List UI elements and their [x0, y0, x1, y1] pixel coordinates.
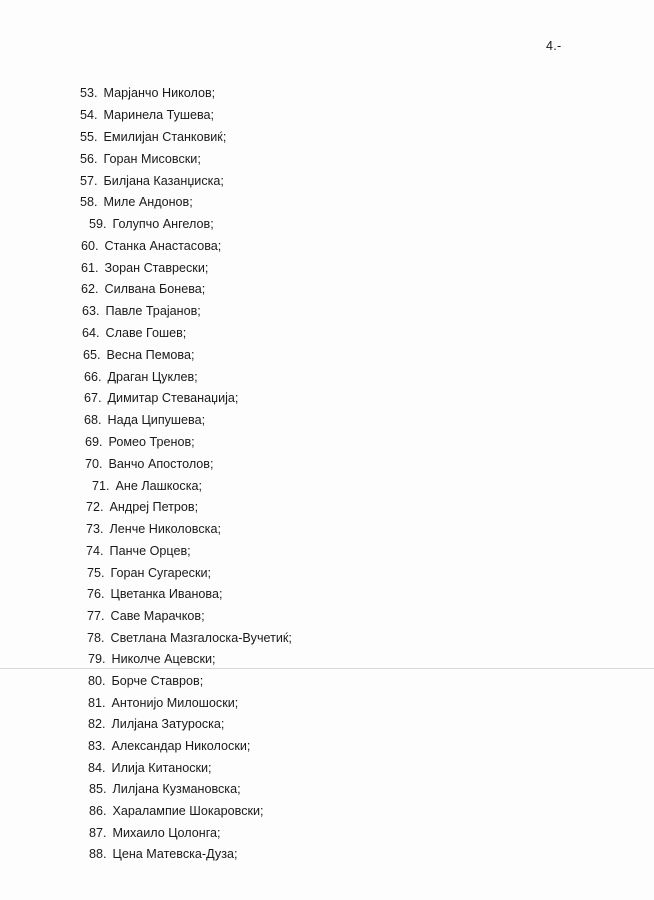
list-item [87, 630, 292, 646]
list-item-name: Лилјана Кузмановска; [112, 782, 241, 796]
list-item-number: 71. [92, 479, 110, 493]
list-item-number: 80. [88, 674, 106, 688]
list-item-name: Нада Ципушева; [107, 413, 206, 427]
list-item-number: 73. [86, 522, 104, 536]
list-item [80, 85, 215, 101]
list-item-name: Миле Андонов; [103, 195, 193, 209]
list-item [80, 194, 193, 210]
list-item [88, 716, 224, 732]
list-item-name: Ванчо Апостолов; [108, 457, 214, 471]
list-item-number: 78. [87, 631, 105, 645]
list-item-name: Лилјана Затуроска; [111, 717, 225, 731]
list-item-name: Емилијан Станковиќ; [103, 130, 227, 144]
list-item-name: Билјана Казанџиска; [103, 174, 224, 188]
list-item-number: 61. [81, 261, 99, 275]
list-item-number: 69. [85, 435, 103, 449]
list-item-number: 59. [89, 217, 107, 231]
list-item-number: 75. [87, 566, 105, 580]
list-item-name: Ленче Николовска; [109, 522, 221, 536]
list-item-number: 81. [88, 696, 106, 710]
list-item [84, 412, 205, 428]
list-item [89, 216, 214, 232]
list-item [89, 825, 221, 841]
list-item-number: 87. [89, 826, 107, 840]
list-item-number: 77. [87, 609, 105, 623]
list-item-name: Цветанка Иванова; [110, 587, 223, 601]
list-item-number: 74. [86, 544, 104, 558]
list-item [85, 456, 214, 472]
list-item [80, 107, 214, 123]
list-item-number: 68. [84, 413, 102, 427]
list-item-number: 83. [88, 739, 106, 753]
list-item-name: Голупчо Ангелов; [112, 217, 214, 231]
list-item-number: 85. [89, 782, 107, 796]
list-item-number: 58. [80, 195, 98, 209]
list-item-name: Михаило Цолонга; [112, 826, 221, 840]
list-item [88, 695, 238, 711]
list-item [85, 434, 195, 450]
list-item [89, 781, 241, 797]
list-item-number: 72. [86, 500, 104, 514]
list-item [80, 151, 201, 167]
list-item [92, 478, 202, 494]
list-item-name: Славе Гошев; [105, 326, 187, 340]
list-item-number: 63. [82, 304, 100, 318]
list-item-name: Зоран Ставрески; [104, 261, 209, 275]
list-item-number: 54. [80, 108, 98, 122]
list-item-name: Илија Китаноски; [111, 761, 212, 775]
list-item [83, 347, 194, 363]
list-item-number: 76. [87, 587, 105, 601]
list-item-number: 84. [88, 761, 106, 775]
list-item-name: Андреј Петров; [109, 500, 199, 514]
list-item [81, 238, 221, 254]
list-item-name: Светлана Мазгалоска-Вучетиќ; [110, 631, 292, 645]
list-item-name: Силвана Бонева; [104, 282, 206, 296]
list-item-name: Ромео Тренов; [108, 435, 195, 449]
list-item [80, 129, 226, 145]
list-item-name: Маринела Тушева; [103, 108, 215, 122]
list-item-number: 53. [80, 86, 98, 100]
list-item [89, 803, 264, 819]
page-number: 4.- [546, 39, 562, 53]
list-item-name: Ане Лашкоска; [115, 479, 202, 493]
list-item [84, 390, 238, 406]
list-item-name: Павле Трајанов; [105, 304, 201, 318]
list-item [87, 608, 205, 624]
list-item-name: Весна Пемова; [106, 348, 195, 362]
list-item [87, 565, 211, 581]
list-item-number: 66. [84, 370, 102, 384]
list-item [88, 651, 216, 667]
list-item-number: 60. [81, 239, 99, 253]
list-item [81, 260, 208, 276]
list-item-name: Панче Орцев; [109, 544, 191, 558]
list-item [88, 673, 203, 689]
list-item [84, 369, 198, 385]
list-item-name: Драган Цуклев; [107, 370, 198, 384]
list-item-name: Николче Ацевски; [111, 652, 216, 666]
list-item [86, 543, 191, 559]
list-item [86, 521, 221, 537]
list-item [89, 846, 238, 862]
list-item [86, 499, 198, 515]
list-item [80, 173, 224, 189]
list-item-number: 82. [88, 717, 106, 731]
list-item-number: 88. [89, 847, 107, 861]
list-item-name: Горан Сугарески; [110, 566, 212, 580]
list-item [88, 738, 250, 754]
list-item-name: Цена Матевска-Дуза; [112, 847, 238, 861]
list-item-name: Александар Николоски; [111, 739, 251, 753]
list-item-number: 62. [81, 282, 99, 296]
list-item-name: Антонијо Милошоски; [111, 696, 239, 710]
list-item-number: 55. [80, 130, 98, 144]
list-item-name: Марјанчо Николов; [103, 86, 216, 100]
list-item-name: Саве Марачков; [110, 609, 205, 623]
list-item-name: Станка Анастасова; [104, 239, 222, 253]
list-item-number: 57. [80, 174, 98, 188]
list-item-name: Харалампие Шокаровски; [112, 804, 264, 818]
list-item-name: Димитар Стеванаџија; [107, 391, 239, 405]
list-item-number: 67. [84, 391, 102, 405]
list-item-number: 86. [89, 804, 107, 818]
list-item [82, 303, 201, 319]
list-item-number: 64. [82, 326, 100, 340]
list-item-name: Горан Мисовски; [103, 152, 201, 166]
list-item-number: 56. [80, 152, 98, 166]
list-item [81, 281, 205, 297]
list-item-number: 70. [85, 457, 103, 471]
list-item [82, 325, 186, 341]
list-item [88, 760, 212, 776]
list-item-name: Борче Ставров; [111, 674, 204, 688]
list-item-number: 65. [83, 348, 101, 362]
list-item [87, 586, 222, 602]
list-item-number: 79. [88, 652, 106, 666]
